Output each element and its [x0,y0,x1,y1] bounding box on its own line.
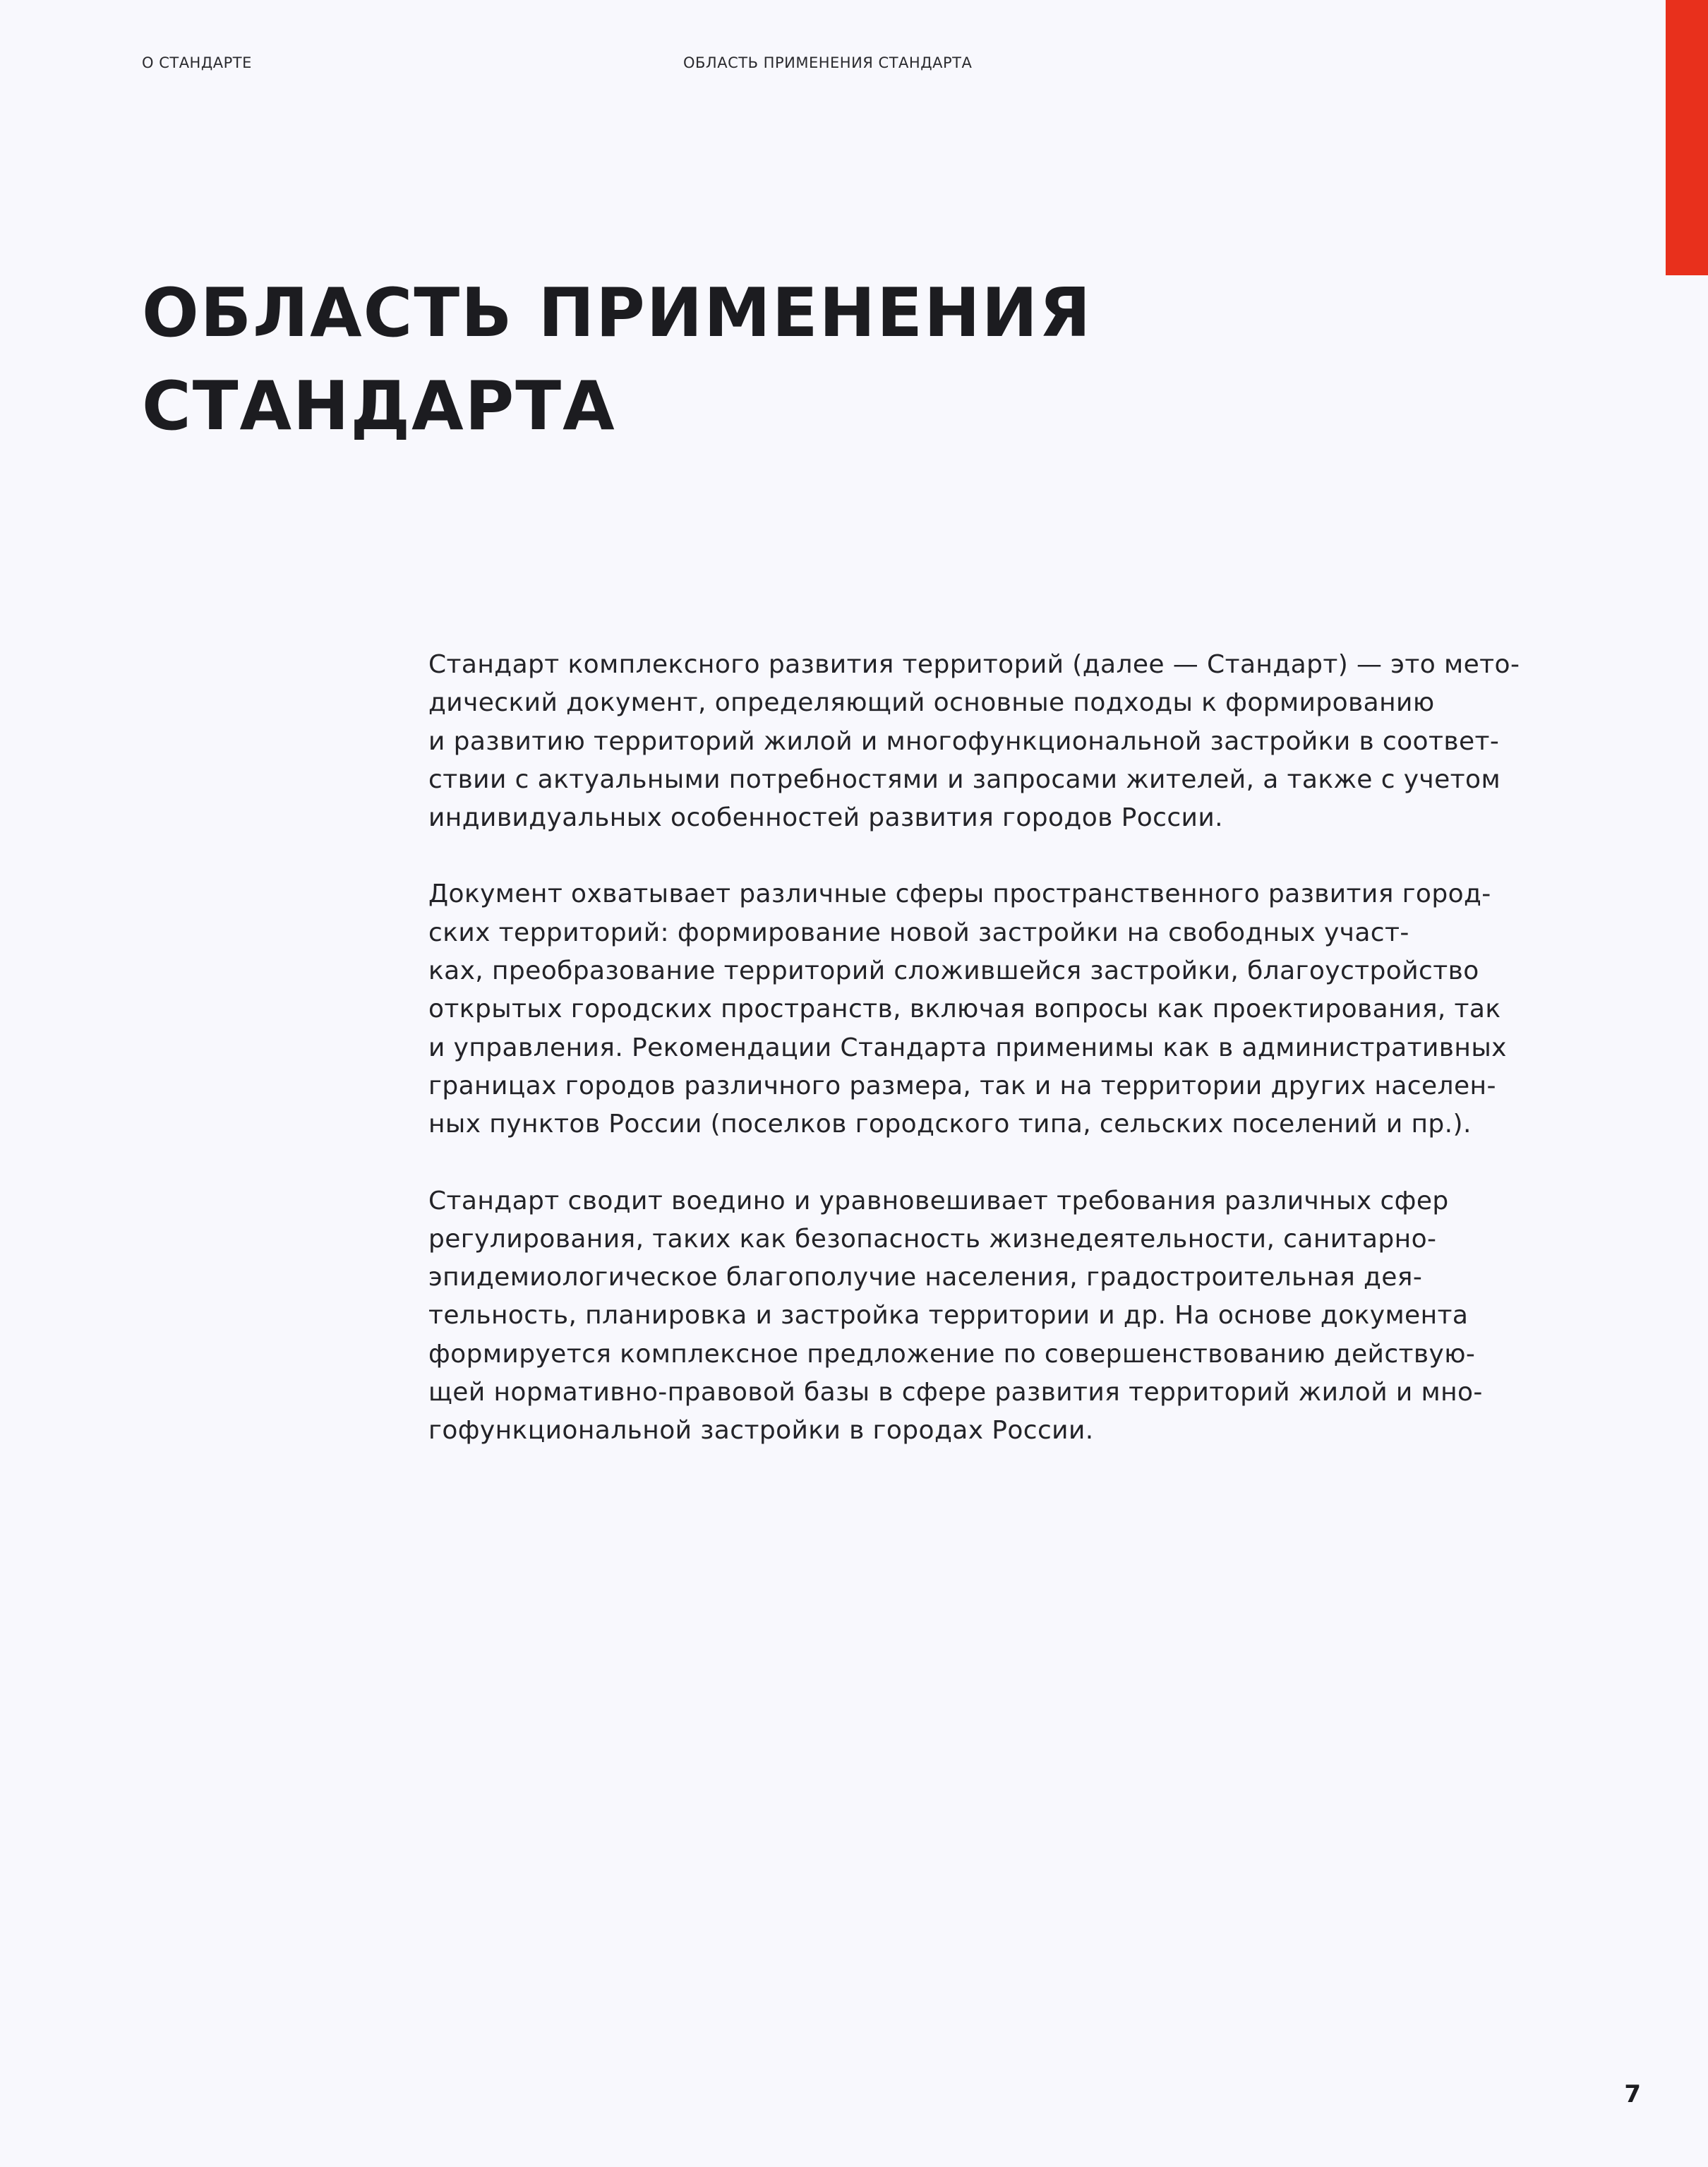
text-line: индивидуальных особенностей развития городов России. [428,803,1223,833]
section-accent-tab [1666,0,1708,275]
text-line: и развитию территорий жилой и многофункциональной застройки в соответ- [428,726,1500,756]
page-number: 7 [1624,2080,1641,2108]
text-line: ных пунктов России (поселков городского типа, сельских поселений и пр.). [428,1110,1472,1139]
text-line: гофункциональной застройки в городах России. [428,1416,1094,1446]
page-title-line: ОБЛАСТЬ ПРИМЕНЕНИЯ [142,275,1093,352]
text-line: ствии с актуальными потребностями и запросами жителей, а также с учетом [428,764,1501,794]
text-line: Стандарт сводит воедино и уравновешивает требования различных сфер [428,1186,1449,1215]
text-line: ских территорий: формирование новой застройки на свободных участ- [428,918,1409,947]
text-line: и управления. Рекомендации Стандарта применимы как в административных [428,1033,1507,1062]
running-head-chapter: ОБЛАСТЬ ПРИМЕНЕНИЯ СТАНДАРТА [683,54,973,71]
text-line: ках, преобразование территорий сложившейся застройки, благоустройство [428,956,1479,986]
text-line: эпидемиологическое благополучие населения, градостроительная дея- [428,1263,1423,1292]
text-line: границах городов различного размера, так и на территории других населен- [428,1071,1496,1100]
text-line: тельность, планировка и застройка территории и др. На основе документа [428,1301,1469,1331]
text-line: формируется комплексное предложение по совершенствованию действую- [428,1339,1476,1369]
page-title-line: СТАНДАРТА [142,368,616,445]
text-line: Стандарт комплексного развития территорий (далее — Стандарт) — это мето- [428,650,1520,679]
text-line: регулирования, таких как безопасность жизнедеятельности, санитарно- [428,1224,1437,1254]
running-head-section: О СТАНДАРТЕ [142,54,252,71]
paragraph-3 [428,1182,1558,1451]
body-text [428,646,1558,1489]
text-line: открытых городских пространств, включая вопросы как проектирования, так [428,995,1501,1024]
text-line: дический документ, определяющий основные подходы к формированию [428,688,1435,718]
text-line: Документ охватывает различные сферы пространственного развития город- [428,880,1491,909]
text-line: щей нормативно-правовой базы в сфере развития территорий жилой и мно- [428,1378,1483,1407]
page-title [142,267,1092,453]
paragraph-1 [428,646,1558,837]
paragraph-2 [428,875,1558,1143]
